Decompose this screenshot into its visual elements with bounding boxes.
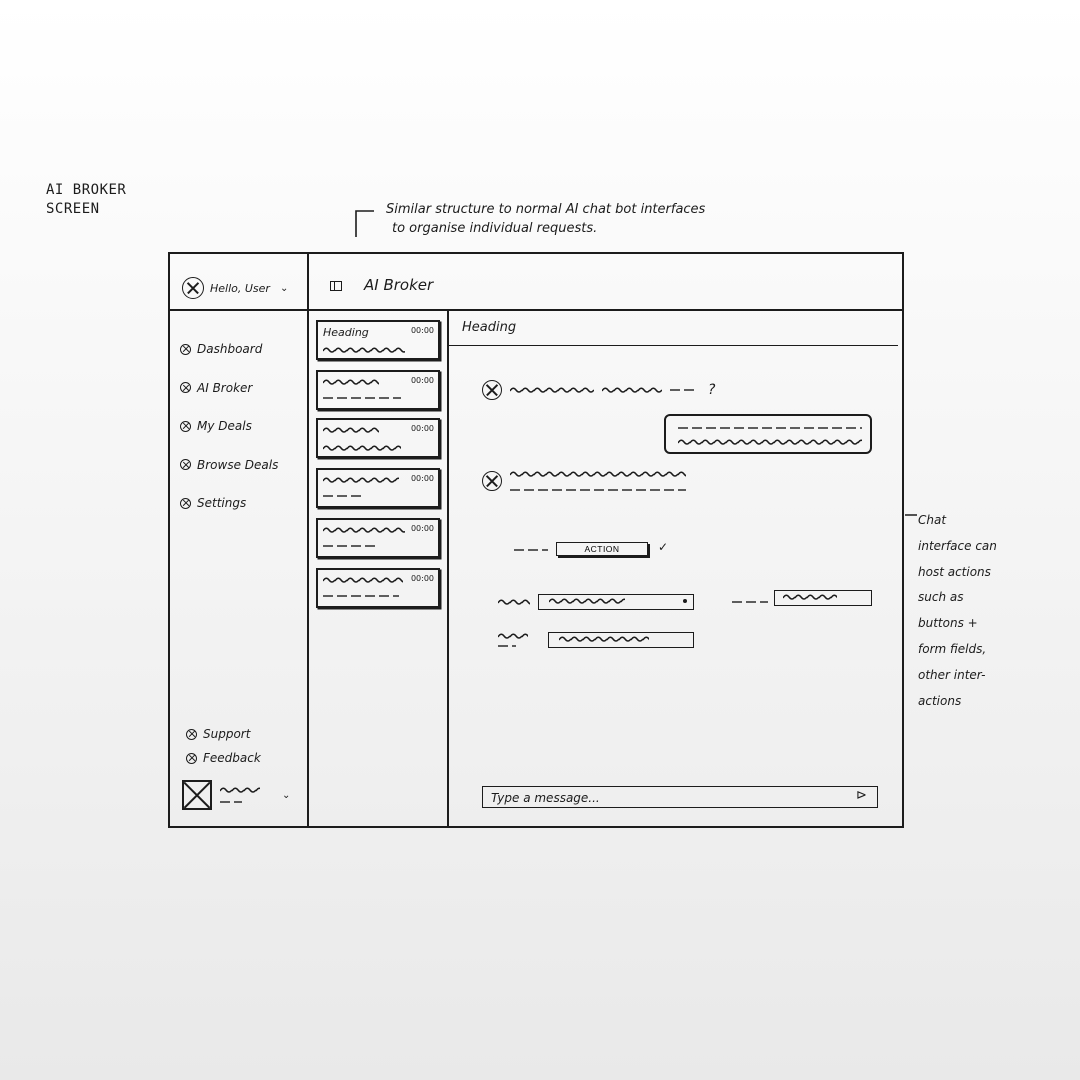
profile-menu[interactable] xyxy=(182,780,290,810)
placeholder-text xyxy=(510,470,686,478)
bot-avatar-icon xyxy=(482,380,502,400)
sidebar-item-my-deals[interactable] xyxy=(180,407,278,446)
sidebar-item-settings[interactable] xyxy=(180,484,278,523)
placeholder-text xyxy=(220,786,260,794)
user-menu[interactable] xyxy=(182,272,288,304)
chevron-down-icon: ⌄ xyxy=(282,789,291,801)
conversation-card[interactable] xyxy=(316,370,440,410)
side-annotation-line: actions xyxy=(918,693,962,708)
feedback-icon xyxy=(186,753,197,764)
sidebar-item-browse-deals[interactable] xyxy=(180,446,278,485)
placeholder-text xyxy=(323,476,399,484)
select-field[interactable] xyxy=(538,594,694,610)
conversation-card[interactable] xyxy=(316,320,440,360)
placeholder-text xyxy=(670,388,698,392)
placeholder-text xyxy=(323,544,379,548)
placeholder-text xyxy=(323,346,405,354)
app-window xyxy=(168,252,904,828)
placeholder-text xyxy=(510,386,594,394)
text-field[interactable] xyxy=(548,632,694,648)
bot-avatar-icon xyxy=(482,471,502,491)
sidebar xyxy=(170,254,308,826)
conversation-list xyxy=(308,310,448,826)
panel-toggle-icon[interactable] xyxy=(330,281,342,291)
annotation-pointer-icon xyxy=(904,512,918,518)
side-annotation-line: Chat xyxy=(918,513,947,527)
screen-title-line-2: SCREEN xyxy=(46,201,100,217)
greeting-label: Hello, User xyxy=(210,281,270,295)
text-field[interactable] xyxy=(774,590,872,606)
conversation-time: 00:00 xyxy=(410,326,434,335)
sidebar-item-label: My Deals xyxy=(197,419,252,434)
support-icon xyxy=(186,729,197,740)
conversation-time: 00:00 xyxy=(410,474,434,483)
question-mark: ? xyxy=(708,382,716,398)
sidebar-item-label: Settings xyxy=(197,496,247,511)
sidebar-item-ai-broker[interactable] xyxy=(180,369,278,408)
side-annotation xyxy=(918,508,997,714)
conversation-time: 00:00 xyxy=(410,574,434,583)
action-button[interactable]: ACTION xyxy=(556,542,648,556)
placeholder-text xyxy=(510,488,686,492)
sidebar-nav xyxy=(180,330,278,523)
placeholder-text xyxy=(323,494,363,498)
conversation-card[interactable] xyxy=(316,568,440,608)
placeholder-text xyxy=(323,396,401,400)
conversation-card[interactable] xyxy=(316,418,440,458)
send-icon[interactable]: ⊳ xyxy=(856,788,867,803)
side-annotation-line: such as xyxy=(918,590,964,605)
placeholder-text xyxy=(220,800,242,804)
conversation-time: 00:00 xyxy=(410,424,434,433)
placeholder-text xyxy=(323,378,379,386)
browse-deals-icon xyxy=(180,459,191,470)
chevron-down-icon: ⌄ xyxy=(279,282,289,294)
bot-message xyxy=(482,380,715,400)
annotation-bracket-icon xyxy=(352,209,378,239)
sidebar-item-label: Dashboard xyxy=(197,342,263,357)
profile-image-placeholder xyxy=(182,780,212,810)
placeholder-text xyxy=(678,438,862,446)
side-annotation-line: other inter- xyxy=(918,667,986,682)
dropdown-dot-icon xyxy=(683,599,687,603)
settings-icon xyxy=(180,498,191,509)
placeholder-text xyxy=(559,635,649,643)
placeholder-text xyxy=(498,632,528,640)
side-annotation-line: interface can xyxy=(918,538,997,553)
conversation-card[interactable] xyxy=(316,468,440,508)
conversation-title: Heading xyxy=(323,326,369,339)
conversation-time: 00:00 xyxy=(410,524,434,533)
message-input[interactable] xyxy=(482,786,878,808)
placeholder-text xyxy=(549,597,625,605)
header-bar xyxy=(308,254,902,310)
dashboard-icon xyxy=(180,344,191,355)
placeholder-text xyxy=(602,386,662,394)
top-annotation xyxy=(386,200,705,238)
bot-message xyxy=(482,470,686,492)
placeholder-text xyxy=(323,576,403,584)
sidebar-item-label: Browse Deals xyxy=(197,457,279,472)
sidebar-item-label: Support xyxy=(203,727,251,741)
chat-heading: Heading xyxy=(462,320,517,335)
placeholder-text xyxy=(323,444,401,452)
check-icon: ✓ xyxy=(658,540,669,554)
sidebar-item-label: AI Broker xyxy=(197,380,253,395)
side-annotation-line: buttons + xyxy=(918,616,978,631)
placeholder-text xyxy=(323,526,405,534)
sidebar-item-feedback[interactable] xyxy=(186,746,261,770)
sidebar-item-label: Feedback xyxy=(203,751,261,765)
placeholder-text xyxy=(783,593,837,601)
side-annotation-line: form fields, xyxy=(918,641,987,656)
user-avatar-icon xyxy=(182,277,204,299)
top-annotation-line-1: Similar structure to normal AI chat bot interfaces xyxy=(386,202,706,217)
chat-panel xyxy=(448,310,902,826)
bot-message-text xyxy=(510,470,686,492)
placeholder-text xyxy=(678,426,862,430)
sidebar-item-support[interactable] xyxy=(186,722,261,746)
conversation-time: 00:00 xyxy=(410,376,434,385)
chat-heading-divider xyxy=(448,345,898,346)
screen-title-annotation xyxy=(46,181,126,219)
side-annotation-line: host actions xyxy=(918,564,991,579)
placeholder-text xyxy=(732,600,768,604)
placeholder-text xyxy=(498,644,516,648)
placeholder-text xyxy=(498,598,530,606)
ai-broker-icon xyxy=(180,382,191,393)
placeholder-text xyxy=(323,426,379,434)
placeholder-text xyxy=(514,548,548,552)
profile-text-placeholder xyxy=(220,786,270,804)
user-message-bubble xyxy=(664,414,872,454)
sidebar-footer xyxy=(186,722,261,770)
placeholder-text xyxy=(323,594,399,598)
page-title: AI Broker xyxy=(364,276,434,294)
screen-title-line-1: AI BROKER xyxy=(46,182,127,198)
top-annotation-line-2: to organise individual requests. xyxy=(392,221,598,236)
sidebar-item-dashboard[interactable] xyxy=(180,330,278,369)
my-deals-icon xyxy=(180,421,191,432)
conversation-card[interactable] xyxy=(316,518,440,558)
